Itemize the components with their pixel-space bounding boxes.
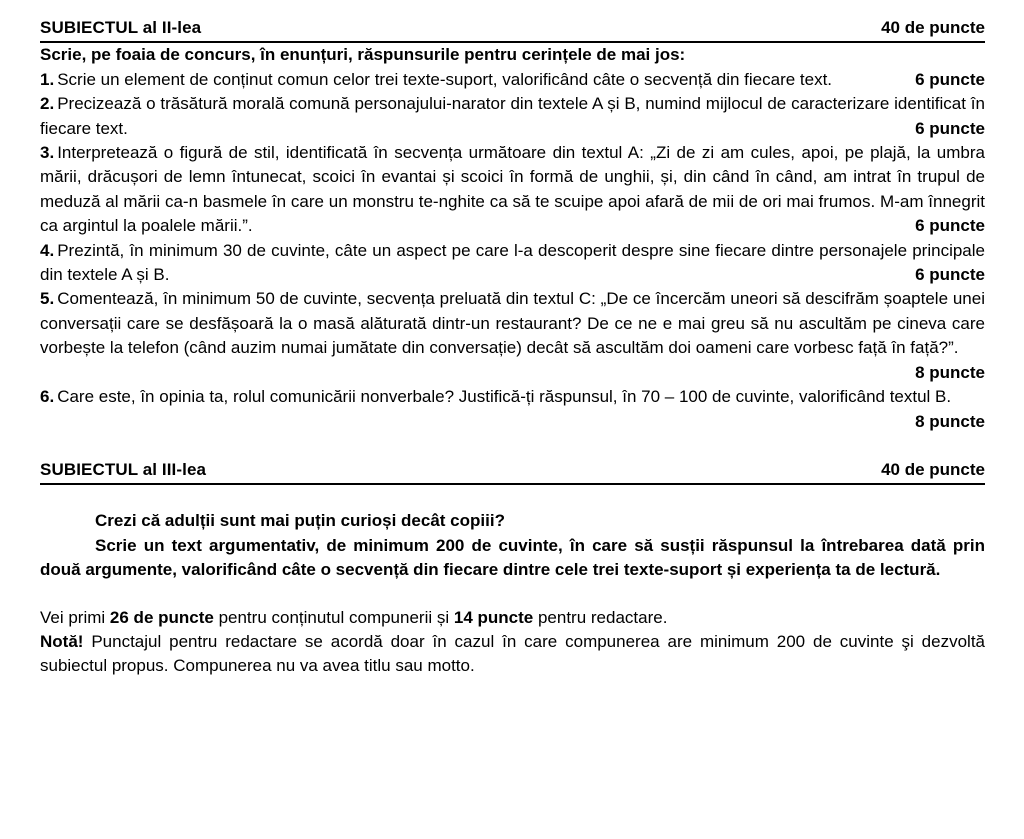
item-text: Precizează o trăsătură morală comună personajului-narator din textele A și B, numind mijlocul de caracterizare identificat în fiecare text.	[40, 94, 985, 138]
scoring-text-3: pentru redactare.	[533, 607, 668, 627]
section-ii-title: SUBIECTUL al II-lea	[40, 18, 202, 37]
item-text: Interpretează o figură de stil, identificată în secvența următoare din textul A: „Zi de zi am cules, apoi, pe plajă, la umbra mării, drăcușori de lemn întunecat, scoici în evantai și scoici în formă de unghii, și, din când în când, am intrat în trupul de meduză al mării ca-n basmele în care un monstru te-nghite ca să te scuipe apoi afară de mii de ori mai frumos. M-am înnegrit ca argintul la poalele mării.”.	[40, 143, 985, 236]
item-text: Care este, în opinia ta, rolul comunicării nonverbale? Justifică-ți răspunsul, în 70 – 100 de cuvinte, valorificând textul B.	[57, 387, 952, 407]
scoring-line	[40, 606, 985, 630]
item-points: 8 puncte	[915, 362, 985, 382]
scoring-text-1: Vei primi	[40, 607, 110, 627]
essay-question: Crezi că adulții sunt mai puțin curioși decât copiii?	[95, 511, 505, 531]
item-points: 8 puncte	[915, 411, 985, 431]
item-number: 6.	[40, 387, 55, 407]
section-iii-header	[40, 458, 985, 485]
item-number: 3.	[40, 143, 55, 163]
item-text: Prezintă, în minimum 30 de cuvinte, câte un aspect pe care l-a descoperit despre sine fiecare dintre personajele principale din textele A și B.	[40, 240, 985, 285]
note-label: Notă!	[40, 631, 84, 651]
scoring-points-content: 26 de puncte	[109, 607, 214, 627]
item-number: 1.	[40, 69, 55, 89]
scoring-points-redaction: 14 puncte	[453, 607, 534, 627]
note-text: Punctajul pentru redactare se acordă doar în cazul în care compunerea are minimum 200 de cuvinte şi dezvoltă subiectul propus. Compunerea nu va avea titlu sau motto.	[40, 631, 985, 676]
item-text: Comentează, în minimum 50 de cuvinte, secvența preluată din textul C: „De ce încercăm uneori să descifrăm șoaptele unei conversații care se desfășoară la o masă alăturată dintr-un restaurant? De ce ne e mai greu să nu ascultăm pe cineva care vorbește la telefon (când auzim numai jumătate din conversație) decât să ascultăm doi oameni care vorbesc față în față?”.	[40, 289, 985, 358]
section-iii-points: 40 de puncte	[881, 459, 985, 479]
section-ii-points: 40 de puncte	[881, 18, 985, 37]
section-iii-title: SUBIECTUL al III-lea	[40, 459, 207, 479]
item-points: 6 puncte	[915, 216, 985, 236]
item-points: 6 puncte	[915, 118, 985, 138]
item-number: 2.	[40, 94, 55, 114]
requirement-item-3	[40, 141, 985, 239]
requirement-item-2	[40, 92, 985, 141]
scoring-text-2: pentru conținutul compunerii și	[213, 607, 454, 627]
item-number: 4.	[40, 240, 55, 260]
requirement-item-1	[40, 68, 985, 92]
requirement-item-6	[40, 385, 985, 434]
section-ii-intro: Scrie, pe foaia de concurs, în enunțuri, răspunsurile pentru cerințele de mai jos:	[40, 45, 686, 65]
item-points: 6 puncte	[915, 69, 985, 89]
requirement-item-4	[40, 239, 985, 288]
essay-task: Scrie un text argumentativ, de minimum 200 de cuvinte, în care să susții răspunsul la întrebarea dată prin două argumente, valorificând câte o secvență din fiecare dintre cele trei texte-suport și experiența ta de lectură.	[40, 535, 985, 580]
item-points: 6 puncte	[915, 265, 985, 285]
note-paragraph	[40, 630, 985, 679]
section-ii-header	[40, 16, 985, 43]
item-text: Scrie un element de conținut comun celor trei texte-suport, valorificând câte o secvență din fiecare text.	[57, 69, 833, 89]
requirement-item-5	[40, 287, 985, 385]
item-number: 5.	[40, 289, 55, 309]
